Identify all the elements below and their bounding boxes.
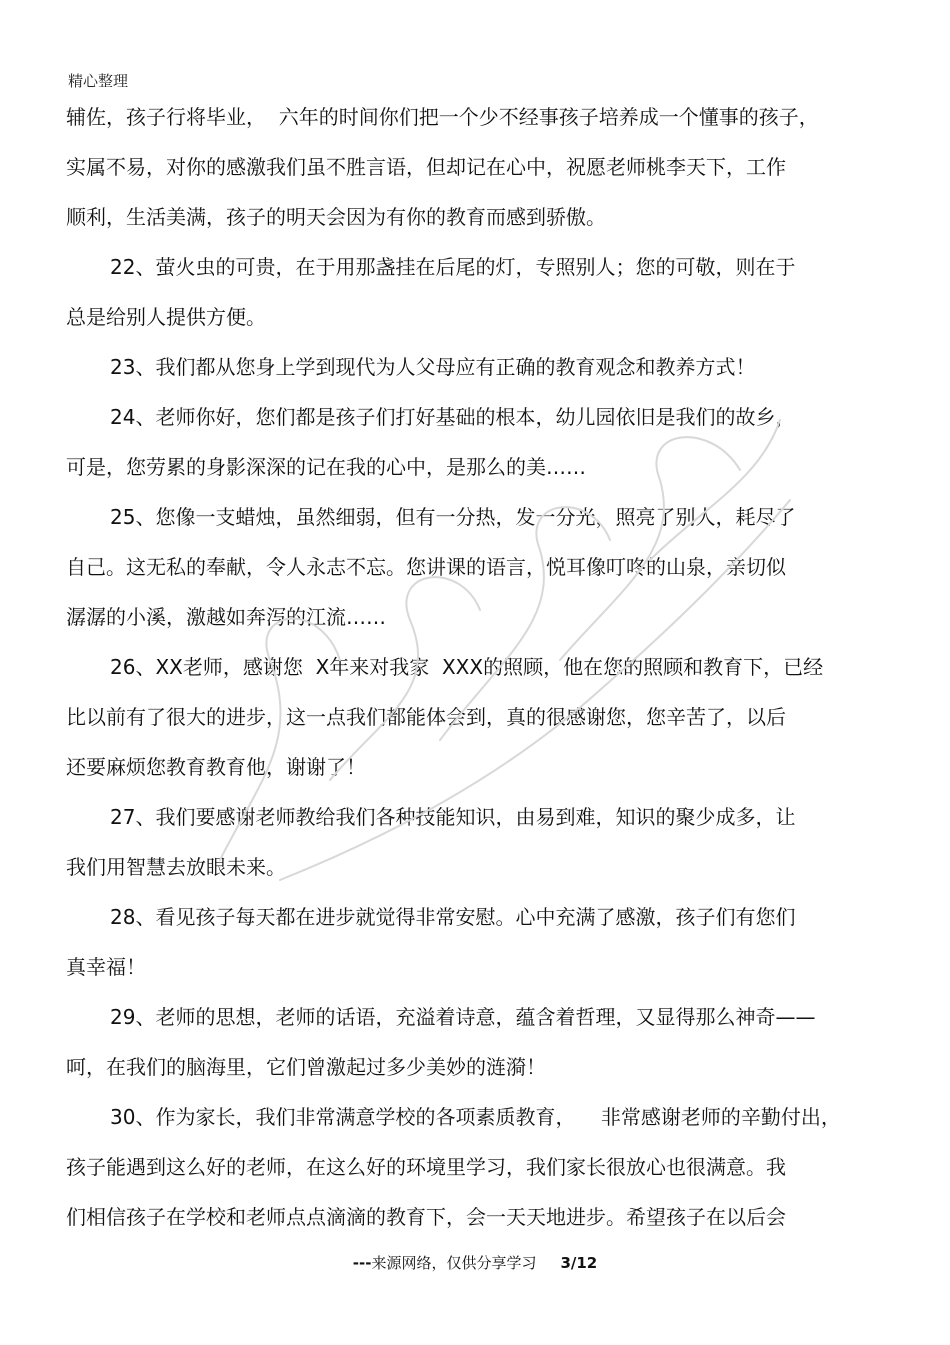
text-line: 22、萤火虫的可贵，在于用那盏挂在后尾的灯，专照别人；您的可敬，则在于 [110,255,796,279]
text-line: 27、我们要感谢老师教给我们各种技能知识，由易到难，知识的聚少成多，让 [110,805,796,829]
text-line: 们相信孩子在学校和老师点点滴滴的教育下，会一天天地进步。希望孩子在以后会 [66,1205,786,1229]
text-line: 还要麻烦您教育教育他，谢谢了！ [66,755,366,779]
text-line: 辅佐，孩子行将毕业， 六年的时间你们把一个少不经事孩子培养成一个懂事的孩子， [66,105,819,129]
page-header: 精心整理 [68,72,129,90]
text-line: 总是给别人提供方便。 [66,305,266,329]
text-line: 25、您像一支蜡烛，虽然细弱，但有一分热，发一分光，照亮了别人，耗尽了 [110,505,796,529]
text-line: 23、我们都从您身上学到现代为人父母应有正确的教育观念和教养方式！ [110,355,756,379]
text-line: 潺潺的小溪，激越如奔泻的江流…… [66,605,386,629]
text-line: 30、作为家长，我们非常满意学校的各项素质教育， 非常感谢老师的辛勤付出， [110,1105,841,1129]
text-line: 26、XX老师，感谢您 X年来对我家 XXX的照顾，他在您的照顾和教育下，已经 [110,655,824,679]
page-number: 3/12 [560,1254,598,1272]
text-line: 28、看见孩子每天都在进步就觉得非常安慰。心中充满了感激，孩子们有您们 [110,905,796,929]
footer-dash: --- [352,1254,372,1272]
text-line: 真幸福！ [66,955,146,979]
text-line: 自己。这无私的奉献，令人永志不忘。您讲课的语言，悦耳像叮咚的山泉，亲切似 [66,555,786,579]
text-line: 比以前有了很大的进步，这一点我们都能体会到，真的很感谢您，您辛苦了，以后 [66,705,786,729]
page-footer [0,1252,950,1273]
footer-source: 来源网络，仅供分享学习 [371,1254,537,1272]
text-line: 29、老师的思想，老师的话语，充溢着诗意，蕴含着哲理，又显得那么神奇—— [110,1005,816,1029]
text-line: 顺利，生活美满，孩子的明天会因为有你的教育而感到骄傲。 [66,205,606,229]
text-line: 孩子能遇到这么好的老师，在这么好的环境里学习，我们家长很放心也很满意。我 [66,1155,786,1179]
text-line: 我们用智慧去放眼未来。 [66,855,286,879]
watermark [180,360,820,920]
text-line: 实属不易，对你的感激我们虽不胜言语，但却记在心中，祝愿老师桃李天下，工作 [66,155,786,179]
text-line: 可是，您劳累的身影深深的记在我的心中，是那么的美…… [66,455,586,479]
text-line: 24、老师你好，您们都是孩子们打好基础的根本，幼儿园依旧是我们的故乡， [110,405,796,429]
text-line: 呵，在我们的脑海里，它们曾激起过多少美妙的涟漪！ [66,1055,546,1079]
